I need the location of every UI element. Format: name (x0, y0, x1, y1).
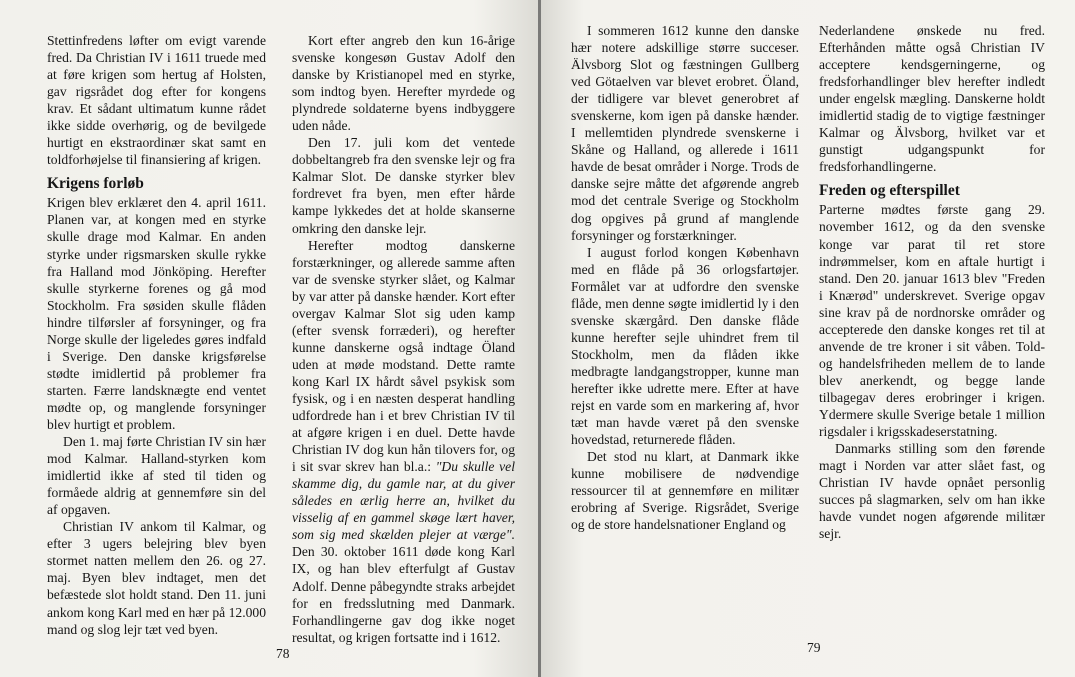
paragraph: Nederlandene ønskede nu fred. Efterhånden måtte også Christian IV acceptere kendsgerningerne, og fredsforhandlinger blev herefter indledt under engelsk mægling. Danskerne holdt imidlertid stadig de to vigtige fæstninger Kalmar og Älvsborg, hvilket var et gunstigt udgangspunkt for fredsforhandlingerne. (819, 23, 1045, 175)
section-heading: Krigens forløb (47, 175, 144, 193)
paragraph-text: Herefter modtog danskerne forstærkninger, og allerede samme aften var de svenske styrker slået, og Kalmar by var atter på danske hænder. Kort efter overgav Kalmar Slot sig uden kamp (efter svensk forræderi), og herefter kunne danskerne også indtage Öland uden at møde modstand. Dette ramte kong Karl IX hårdt såvel psykisk som fysisk, og i en næsten desperat handling udfordrede han i et brev Christian IV til at afgøre krigen i en duel. Dette havde Christian IV dog kun hån tilovers for, og i sit svar skrev han bl.a.: (292, 237, 515, 475)
paragraph-text: Den 30. oktober 1611 døde kong Karl IX, og han blev efterfulgt af Gustav Adolf. Denne påbegyndte straks arbejdet for en fredsslutning med Danmark. Forhandlingerne gav dog ikke noget resultat, og krigen fortsatte ind i 1612. (292, 544, 515, 645)
right-page-column-2 (819, 22, 1045, 542)
paragraph: Danmarks stilling som den førende magt i Norden var atter slået fast, og Christian IV havde opnået personlig succes på slagmarken, selv om han ikke havde vundet nogen afgørende militær sejr. (819, 441, 1045, 542)
left-page-column-2 (292, 32, 515, 646)
quote-text: "Du skulle vel skamme dig, du gamle nar, at du giver således en ærlig herre an, hvilket du visselig af en gammel skøge lært haver, som sig med skælden plejer at værge". (292, 459, 515, 543)
paragraph: Den 17. juli kom det ventede dobbeltangreb fra den svenske lejr og fra Kalmar Slot. De danske styrker blev fordrevet fra byen, men efter hårde kampe lykkedes det at holde skanserne omkring den danske lejr. (292, 135, 515, 236)
paragraph: I august forlod kongen København med en flåde på 36 orlogsfartøjer. Formålet var at udfordre den svenske flåde, men denne søgte imidlertid ly i den svenske skærgård. Den danske flåde kunne herefter sejle uhindret frem til Stockholm, men da flåden ikke medbragte landgangstropper, kunne man herefter ikke udrette mere. Efter at have rejst en varde som en markering af, hvor tæt man havde været på den svenske hovedstad, returnerede flåden. (571, 244, 799, 448)
paragraph: Kort efter angreb den kun 16-årige svenske kongesøn Gustav Adolf den danske by Kristianopel med en styrke, som indtog byen. Herefter myrdede og plyndrede soldaterne byens indbyggere uden nåde. (292, 33, 515, 134)
left-page-column-1 (47, 32, 266, 638)
right-page (541, 0, 1075, 677)
paragraph: Den 1. maj førte Christian IV sin hær mod Kalmar. Halland-styrken kom imidlertid ikke af sted til tiden og formåede aldrig at gennemføre sin del af opgaven. (47, 434, 266, 518)
paragraph: Krigen blev erklæret den 4. april 1611. Planen var, at kongen med en styrke skulle drage mod Kalmar. En anden styrke under rigsmarsken skulle rykke fra Halland mod Jönköping. Herefter skulle styrkerne forenes og gå mod Stockholm. Fra søsiden skulle flåden hindre tilførsler af forsyninger, og fra Norge skulle der ligeledes gøres indfald i Sverige. Den danske krigsførelse stødte imidlertid på problemer fra starten. Færre landsknægte end ventet mødte op, og manglende forsyninger blev hurtigt et problem. (47, 195, 266, 432)
paragraph (292, 237, 515, 646)
paragraph: Christian IV ankom til Kalmar, og efter 3 ugers belejring blev byen stormet natten mellem den 26. og 27. maj. Byen blev indtaget, men det befæstede slot holdt stand. Den 11. juni ankom kong Karl med en hær på 12.000 mand og slog lejr tæt ved byen. (47, 519, 266, 637)
right-page-column-1 (571, 22, 799, 533)
paragraph: Stettinfredens løfter om evigt varende fred. Da Christian IV i 1611 truede med at føre krigen som hertug af Holsten, gav rigsrådet dog efter for kongens krav. Et sådant ultimatum kunne rådet ikke sidde overhørig, og de bevilgede hurtigt en ekstraordinær skat samt en toldforhøjelse til finansiering af krigen. (47, 33, 266, 168)
page-number: 79 (807, 640, 821, 655)
paragraph: Parterne mødtes første gang 29. november 1612, og da den svenske konge var parat til ret store indrømmelser, kom en aftale hurtigt i stand. Den 20. januar 1613 blev "Freden i Knærød" underskrevet. Sverige opgav sine krav på de nordnorske områder og accepterede den danske konges ret til at anvende de tre kroner i sit våben. Told- og handelsfriheden mellem de to lande blev anerkendt, og begge lande tilbagegav deres erobringer i krigen. Ydermere skulle Sverige betale 1 million rigsdaler i krigsskadeserstatning. (819, 202, 1045, 440)
section-heading: Freden og efterspillet (819, 182, 960, 200)
paragraph: Det stod nu klart, at Danmark ikke kunne mobilisere de nødvendige ressourcer til at gennemføre en militær erobring af Sverige. Rigsrådet, Sverige og de store handelsnationer England og (571, 449, 799, 533)
paragraph: I sommeren 1612 kunne den danske hær notere adskillige større succeser. Älvsborg Slot og fæstningen Gullberg ved Götaelven var blevet erobret. Öland, der tidligere var blevet generobret af svenskerne, kom igen på danske hænder. I mellemtiden plyndrede svenskerne i Skåne og Halland, og allerede i 1611 havde de besat områder i Norge. Trods de danske sejre måtte det afgørende angreb mod det centrale Sverige og Stockholm dog opgives på grund af manglende forsyninger og forstærkninger. (571, 23, 799, 243)
page-number: 78 (276, 646, 290, 661)
